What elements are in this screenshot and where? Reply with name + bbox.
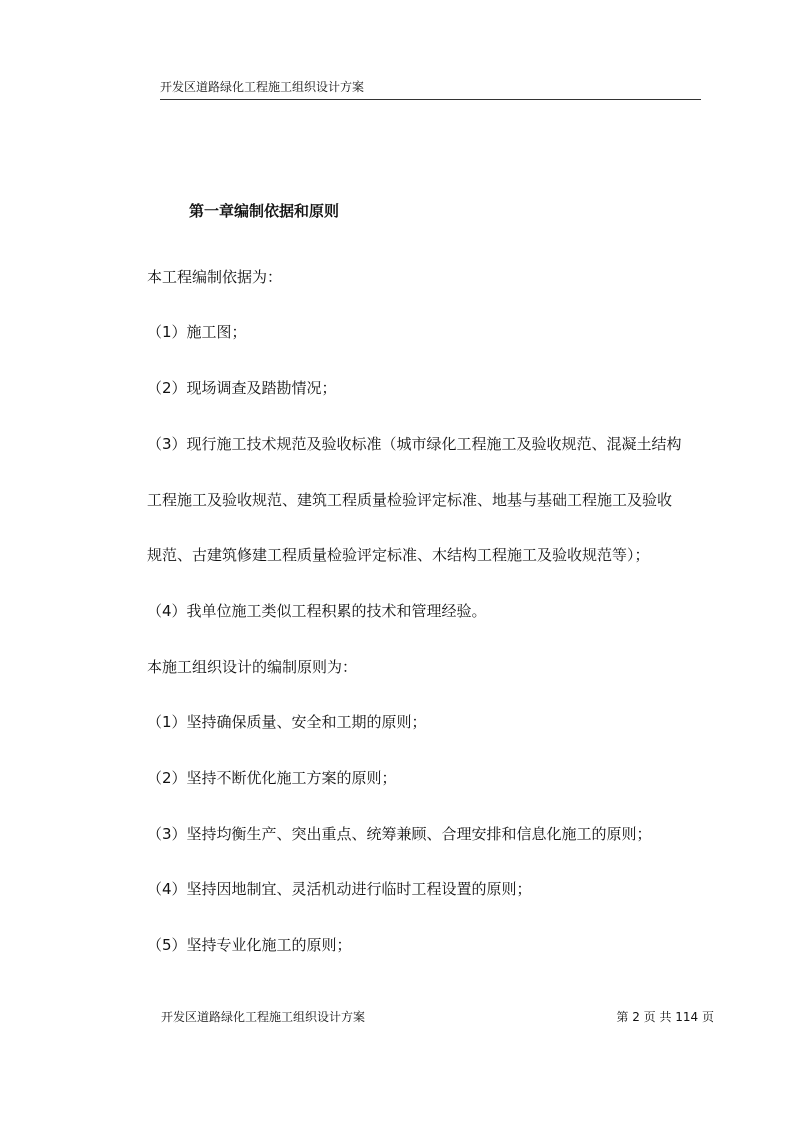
basis-item-3-line-3: 规范、古建筑修建工程质量检验评定标准、木结构工程施工及验收规范等）； <box>147 546 650 564</box>
principle-item-4: （4）坚持因地制宜、灵活机动进行临时工程设置的原则； <box>147 880 532 898</box>
basis-item-2: （2）现场调查及踏勘情况； <box>147 379 337 397</box>
page-header <box>160 77 701 100</box>
chapter-title: 第一章编制依据和原则 <box>189 202 340 220</box>
principle-item-3: （3）坚持均衡生产、突出重点、统筹兼顾、合理安排和信息化施工的原则； <box>147 825 652 843</box>
principle-item-5: （5）坚持专业化施工的原则； <box>147 936 352 954</box>
basis-item-4: （4）我单位施工类似工程积累的技术和管理经验。 <box>147 602 487 620</box>
footer-title: 开发区道路绿化工程施工组织设计方案 <box>161 1010 366 1024</box>
principle-item-2: （2）坚持不断优化施工方案的原则； <box>147 769 397 787</box>
principle-intro: 本施工组织设计的编制原则为： <box>147 658 358 676</box>
basis-intro: 本工程编制依据为： <box>147 268 283 286</box>
basis-item-3-line-2: 工程施工及验收规范、建筑工程质量检验评定标准、地基与基础工程施工及验收 <box>147 491 673 509</box>
basis-item-3-line-1: （3）现行施工技术规范及验收标准（城市绿化工程施工及验收规范、混凝土结构 <box>147 435 682 453</box>
header-title: 开发区道路绿化工程施工组织设计方案 <box>160 80 365 94</box>
principle-item-1: （1）坚持确保质量、安全和工期的原则； <box>147 713 427 731</box>
page-number: 第 2 页 共 114 页 <box>616 1010 714 1024</box>
basis-item-1: （1）施工图； <box>147 323 247 341</box>
